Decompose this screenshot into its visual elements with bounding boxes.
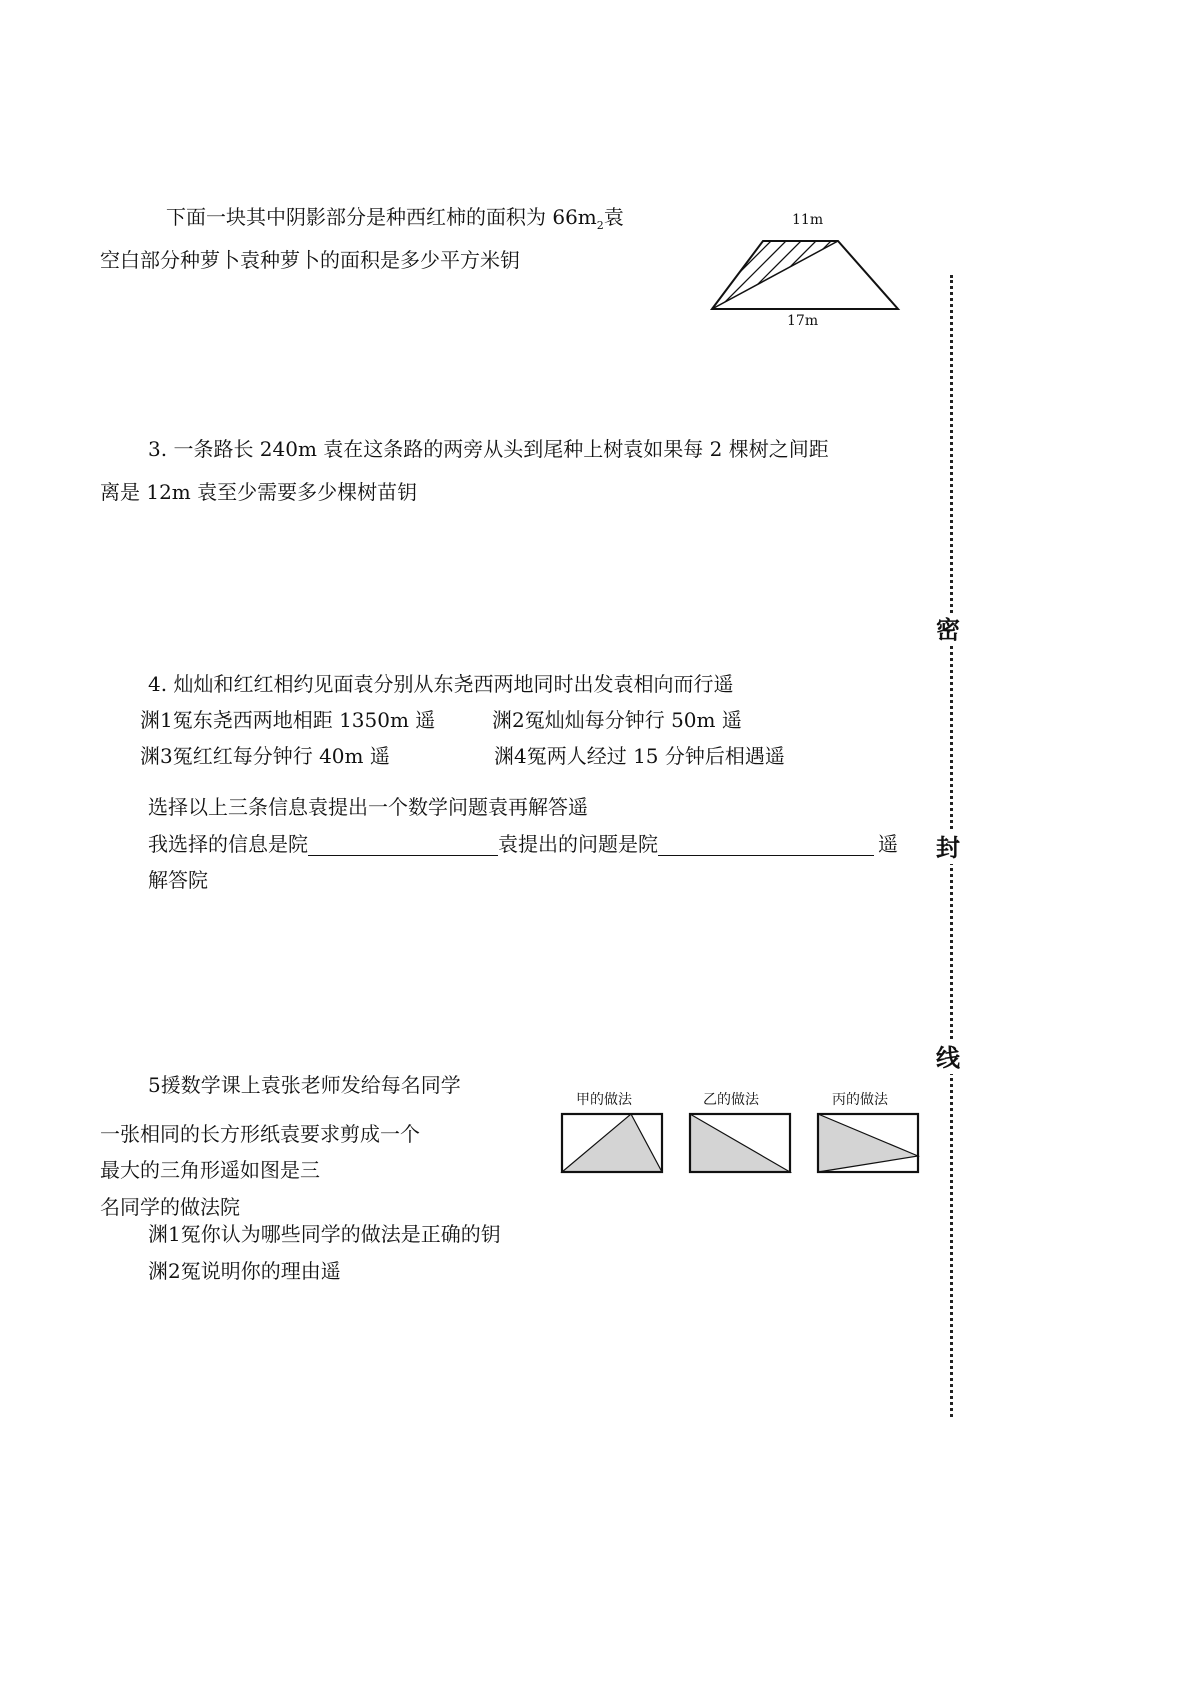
q2-line2: 空白部分种萝卜袁种萝卜的面积是多少平方米钥: [100, 248, 520, 272]
q2-line1: [166, 205, 624, 238]
q4-answer-label: 解答院: [148, 868, 208, 892]
q5-sub-1: 渊1冤你认为哪些同学的做法是正确的钥: [148, 1222, 501, 1246]
q5-sub-2: 渊2冤说明你的理由遥: [148, 1259, 341, 1283]
q4-fill-line: [148, 832, 898, 856]
q2-line1-post: 其中阴影部分是种西红柿的面积为 66m: [246, 205, 597, 229]
method-jia-diagram: [560, 1112, 664, 1174]
q4-prompt: 选择以上三条信息袁提出一个数学问题袁再解答遥: [148, 795, 588, 819]
seal-char-xian: 线: [936, 1043, 960, 1072]
trapezoid-diagram: [705, 232, 905, 312]
q5-line3: 最大的三角形遥如图是三: [100, 1158, 320, 1182]
method-label-bing: 丙的做法: [832, 1092, 888, 1108]
chosen-info-label: 我选择的信息是院: [148, 832, 308, 856]
q4-info-2: 渊2冤灿灿每分钟行 50m 遥: [492, 708, 742, 732]
triangle-bing: [818, 1114, 918, 1172]
q3-line1: 3. 一条路长 240m 袁在这条路的两旁从头到尾种上树袁如果每 2 棵树之间距: [148, 437, 829, 461]
triangle-jia: [562, 1114, 662, 1172]
trapezoid-bottom-label: 17m: [787, 313, 819, 329]
q2-line1-pre: 下面一块: [166, 205, 246, 229]
q2-line1-end: 袁: [603, 205, 624, 229]
method-yi-diagram: [688, 1112, 792, 1174]
seal-char-feng: 封: [936, 833, 960, 862]
q4-info-3: 渊3冤红红每分钟行 40m 遥: [140, 744, 390, 768]
q3-line2: 离是 12m 袁至少需要多少棵树苗钥: [100, 480, 418, 504]
q5-line2: 一张相同的长方形纸袁要求剪成一个: [100, 1122, 420, 1146]
q2-unit-superscript: 2: [596, 219, 604, 232]
method-label-jia: 甲的做法: [576, 1092, 632, 1108]
seal-char-mi: 密: [936, 615, 960, 644]
q4-info-4: 渊4冤两人经过 15 分钟后相遇遥: [494, 744, 785, 768]
q4-line1: 4. 灿灿和红红相约见面袁分别从东尧西两地同时出发袁相向而行遥: [148, 672, 734, 696]
q4-info-1: 渊1冤东尧西两地相距 1350m 遥: [140, 708, 436, 732]
question-label: 袁提出的问题是院: [498, 832, 658, 856]
q5-line4: 名同学的做法院: [100, 1195, 240, 1219]
triangle-yi: [690, 1114, 790, 1172]
chosen-info-blank[interactable]: [308, 837, 498, 856]
method-bing-diagram: [816, 1112, 920, 1174]
trapezoid-top-label: 11m: [792, 212, 824, 228]
question-end: 遥: [878, 832, 898, 856]
q5-line1: 5援数学课上袁张老师发给每名同学: [148, 1073, 461, 1097]
question-blank[interactable]: [658, 837, 874, 856]
method-label-yi: 乙的做法: [703, 1092, 759, 1108]
